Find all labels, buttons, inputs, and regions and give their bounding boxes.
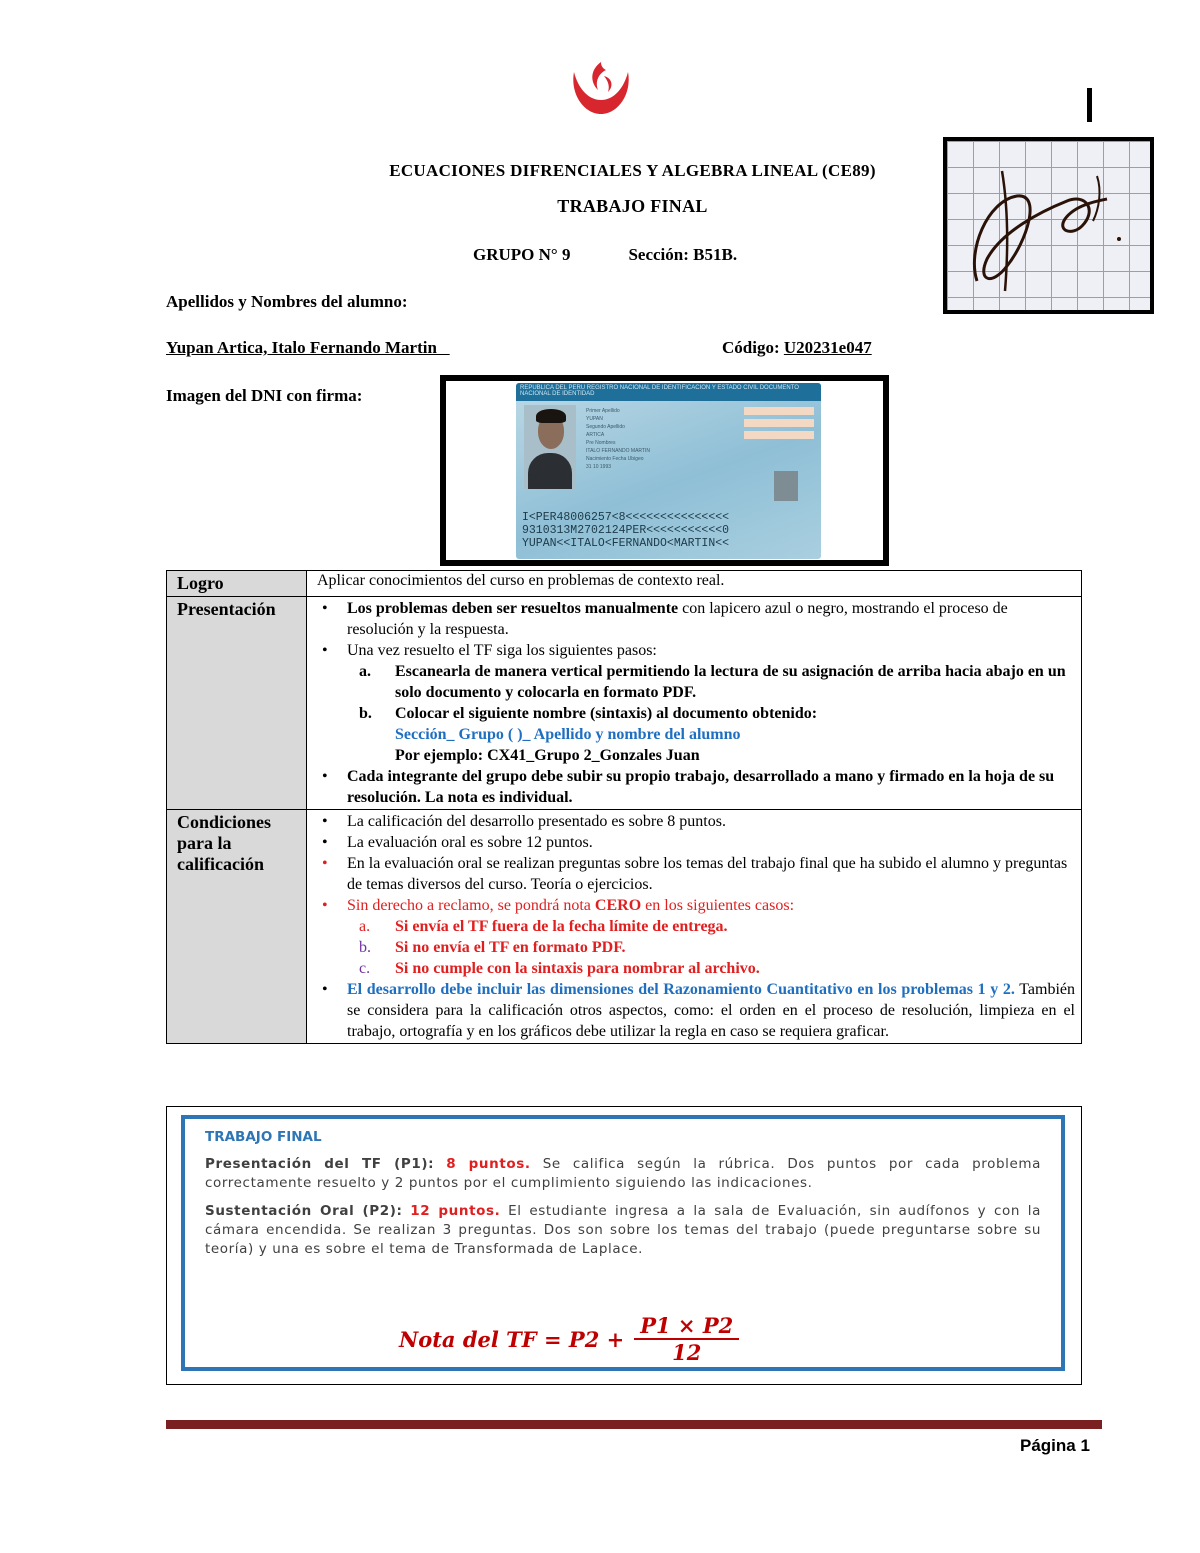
- grade-formula: [399, 1313, 739, 1365]
- condicion-case-a: a. Si envía el TF fuera de la fecha límite de entrega.: [359, 918, 728, 935]
- trabajo-final-heading: TRABAJO FINAL: [205, 1129, 322, 1145]
- document-subtitle: TRABAJO FINAL: [557, 196, 708, 216]
- dni-dates: [744, 403, 814, 463]
- sustentacion-paragraph: Sustentación Oral (P2): 12 puntos. El estudiante ingresa a la sala de Evaluación, sin audífonos y con la cámara encendida. Se realizan 3 preguntas. Dos son sobre los temas del trabajo (puede preguntarse sobre su teoría) y una es sobre el tema de Transformada de Laplace.: [205, 1203, 1041, 1257]
- presentacion-step-b: b. Colocar el siguiente nombre (sintaxis) al documento obtenido: Sección_ Grupo ( )_ Apellido y nombre del alumno Por ejemplo: CX41_Grupo 2_Gonzales Juan: [359, 705, 818, 764]
- condicion-item-1: • La calificación del desarrollo presentado es sobre 8 puntos.: [322, 813, 726, 830]
- page-number: Página 1: [1020, 1436, 1090, 1455]
- presentacion-tf-paragraph: Presentación del TF (P1): 8 puntos. Se califica según la rúbrica. Dos puntos por cada problema correctamente resuelto y 2 puntos por el cumplimiento siguiendo las indicaciones.: [205, 1156, 1041, 1191]
- student-name-label: Apellidos y Nombres del alumno:: [166, 292, 408, 311]
- student-name: Yupan Artica, Italo Fernando Martin: [166, 338, 450, 357]
- condicion-item-3: • En la evaluación oral se realizan preguntas sobre los temas del trabajo final que ha subido el alumno y preguntas de temas diversos del curso. Teoría o ejercicios.: [322, 855, 1068, 893]
- condicion-item-5: • El desarrollo debe incluir las dimensiones del Razonamiento Cuantitativo en los problemas 1 y 2. También se considera para la calificación otros aspectos, como: el orden en el proceso de resolución, limpieza en el trabajo, ortografía y en los gráficos debe utilizar la regla en caso se requiera graficar.: [322, 981, 1075, 1040]
- dni-mrz: I<PER48006257<8<<<<<<<<<<<<<<< 9310313M2702124PER<<<<<<<<<<<0 YUPAN<<ITALO<FERNANDO<MARTIN<<: [522, 511, 730, 550]
- student-code-value: U20231e047: [783, 338, 872, 357]
- rubric-label-logro: Logro: [167, 571, 307, 597]
- rubric-label-presentacion: Presentación: [167, 597, 307, 810]
- dni-header: REPUBLICA DEL PERU REGISTRO NACIONAL DE IDENTIFICACION Y ESTADO CIVIL DOCUMENTO NACIONAL DE IDENTIDAD: [516, 383, 821, 401]
- student-code-label: Código:: [722, 338, 784, 357]
- presentacion-item-3: • Cada integrante del grupo debe subir su propio trabajo, desarrollado a mano y firmado en la hoja de su resolución. La nota es individual.: [322, 768, 1055, 806]
- dni-mini-photo: [774, 471, 798, 501]
- condicion-case-c: c. Si no cumple con la sintaxis para nombrar al archivo.: [359, 960, 760, 977]
- dni-label: Imagen del DNI con firma:: [166, 386, 363, 405]
- rubric-row-logro: [167, 571, 1082, 597]
- presentacion-item-1: • Los problemas deben ser resueltos manualmente con lapicero azul o negro, mostrando el proceso de resolución y la respuesta.: [322, 600, 1008, 638]
- rubric-row-presentacion: [167, 597, 1082, 810]
- condicion-case-b: b. Si no envía el TF en formato PDF.: [359, 939, 626, 956]
- rubric-row-condiciones: [167, 810, 1082, 1044]
- course-title: ECUACIONES DIFRENCIALES Y ALGEBRA LINEAL (CE89): [389, 161, 876, 180]
- dni-fields: Primer Apellido YUPAN Segundo Apellido ARTICA Pre Nombres ITALO FERNANDO MARTIN Nacimiento Fecha Ubigeo 31 10 1993: [586, 408, 650, 470]
- syntax-template: Sección_ Grupo ( )_ Apellido y nombre del alumno: [395, 726, 741, 743]
- group-section-line: [473, 245, 737, 265]
- trabajo-final-box: [181, 1115, 1065, 1371]
- syntax-example: Por ejemplo: CX41_Grupo 2_Gonzales Juan: [395, 747, 700, 764]
- dni-image-frame: [440, 375, 889, 566]
- rubric-logro-text: Aplicar conocimientos del curso en problemas de contexto real.: [307, 571, 1082, 597]
- presentacion-step-a: a. Escanearla de manera vertical permitiendo la lectura de su asignación de arriba hacia abajo en un solo documento y colocarla en formato PDF.: [359, 663, 1066, 701]
- dni-photo: [524, 405, 576, 489]
- group-number: GRUPO N° 9: [473, 245, 571, 264]
- page-marker: [1087, 88, 1092, 122]
- formula-left: Nota del TF = P2 +: [399, 1326, 625, 1352]
- formula-denominator: 12: [672, 1340, 702, 1365]
- formula-numerator: P1 × P2: [634, 1313, 739, 1340]
- student-code: [722, 338, 872, 358]
- rubric-label-condiciones: Condiciones para la calificación: [167, 810, 307, 1044]
- university-logo-icon: [568, 58, 634, 118]
- condicion-item-2: • La evaluación oral es sobre 12 puntos.: [322, 834, 593, 851]
- dni-card-image: [516, 383, 821, 559]
- condicion-item-4: • Sin derecho a reclamo, se pondrá nota CERO en los siguientes casos: a. Si envía el TF fuera de la fecha límite de entrega. b. Si no envía el TF en formato PDF. c. Si no cumple con la sintaxis para nombrar al archivo.: [347, 895, 1075, 979]
- trabajo-final-panel: [166, 1106, 1082, 1385]
- presentacion-item-2: • Una vez resuelto el TF siga los siguientes pasos: a. Escanearla de manera vertical permitiendo la lectura de su asignación de arriba hacia abajo en un solo documento y colocarla en formato PDF. b. Colocar el siguiente nombre (sintaxis) al documento obtenido: Sección_ Grupo ( )_ Apellido y nombre del alumno Por ejemplo: CX41_Grupo 2_Gonzales Juan: [347, 640, 1075, 766]
- footer-bar: [166, 1420, 1102, 1429]
- rubric-table: [166, 570, 1082, 1044]
- section-code: Sección: B51B.: [628, 245, 738, 264]
